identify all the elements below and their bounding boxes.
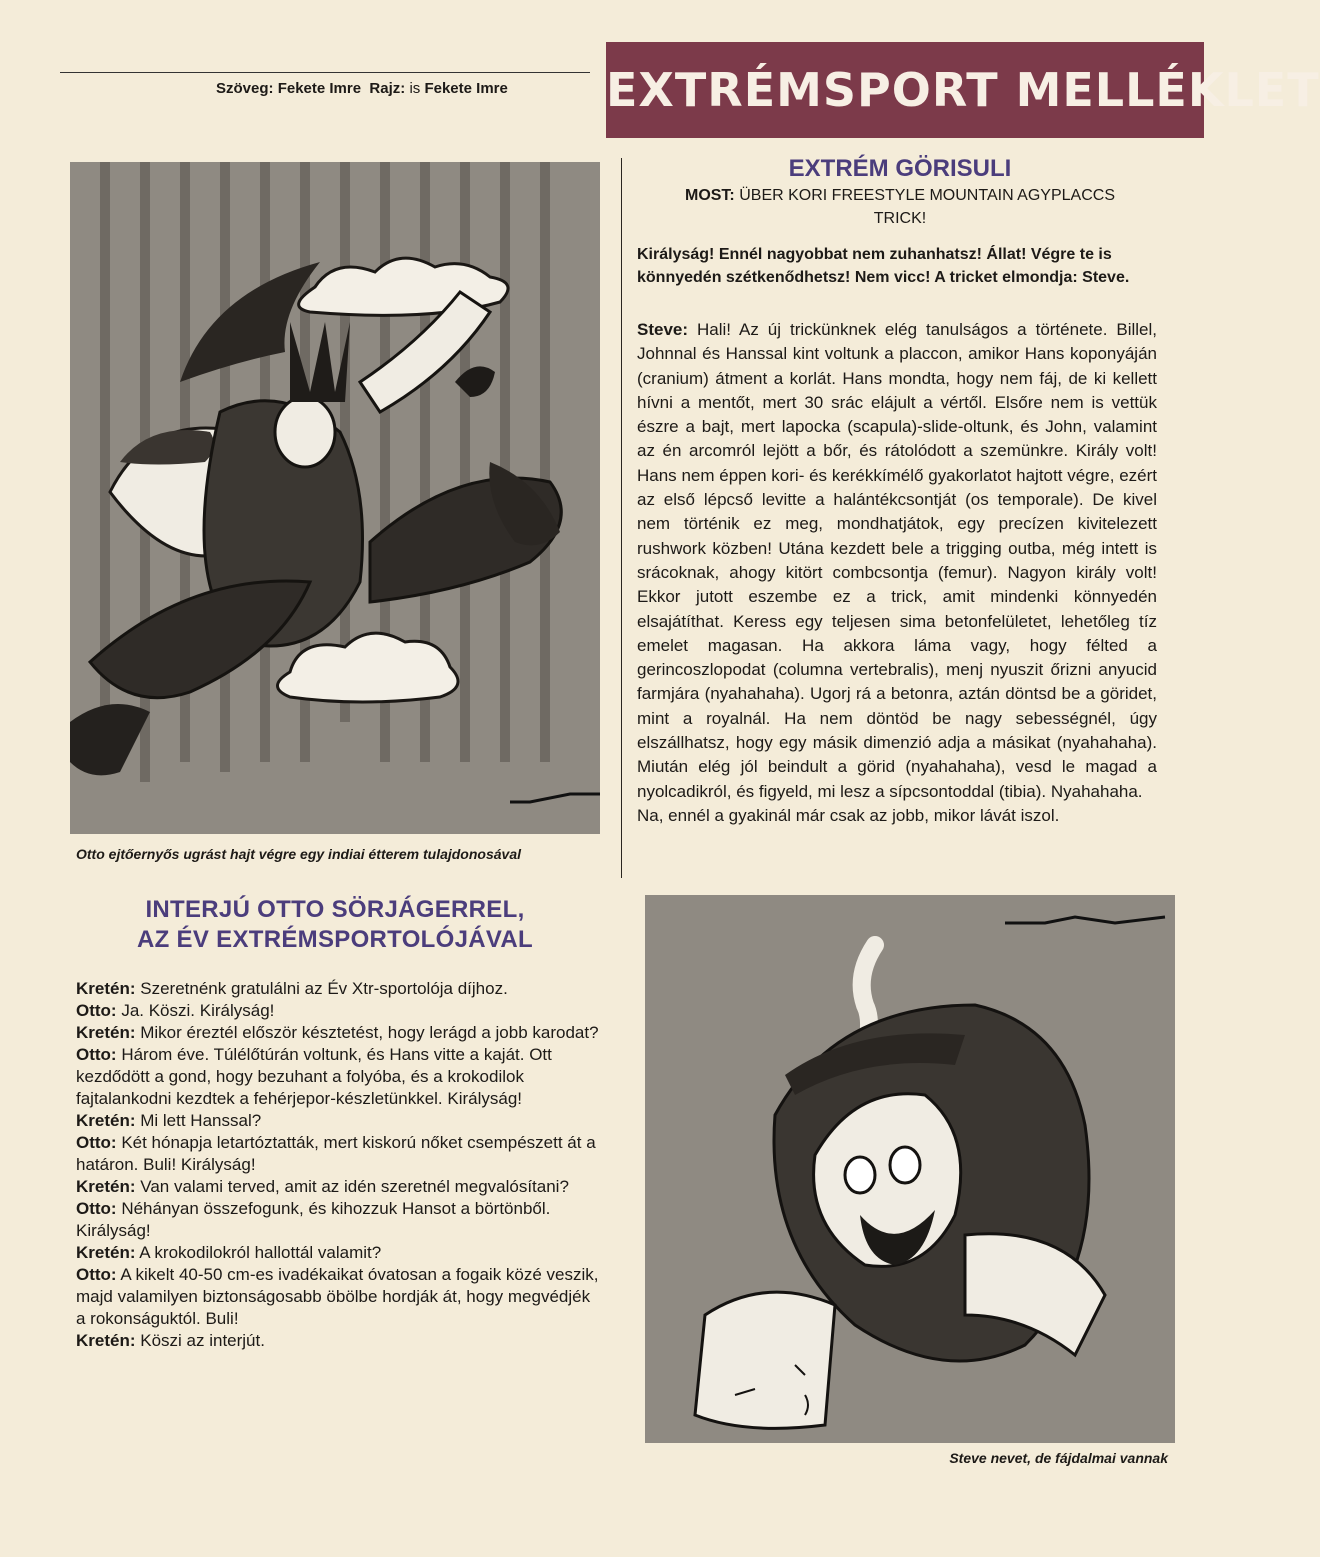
lesson-subtitle-text: ÜBER KORI FREESTYLE MOUNTAIN AGYPLACCS TRICK! <box>734 187 1115 227</box>
interview-answer: A kikelt 40-50 cm-es ivadékaikat óvatosan a fogaik közé veszik, majd valamilyen biztonságosabb öbölbe hordják át, hogy megvédjék a rokonságuktól. Buli! <box>76 1265 599 1328</box>
interview-answer: Mi lett Hanssal? <box>135 1111 262 1130</box>
interview-speaker: Kretén: <box>76 1023 136 1042</box>
lesson-lead: Királyság! Ennél nagyobbat nem zuhanhatsz! Állat! Végre te is könnyedén szétkenődhetsz! Nem vicc! A tricket elmondja: Steve. <box>637 246 1130 286</box>
interview-line <box>76 1242 601 1264</box>
lesson-subtitle-label: MOST: <box>684 187 735 204</box>
interview-line <box>76 1044 601 1110</box>
laughing-skater-cartoon <box>645 895 1175 1443</box>
interview-text <box>76 978 601 1352</box>
lesson-body <box>637 318 1157 828</box>
interview-title <box>70 895 600 955</box>
interview-speaker: Kretén: <box>76 1177 136 1196</box>
text-credit-label: Szöveg: <box>216 80 274 97</box>
interview-line <box>76 1176 601 1198</box>
interview-answer: Három éve. Túlélőtúrán voltunk, és Hans vitte a kaját. Ott kezdődött a gond, hogy bezuhant a folyóba, és a krokodilok fajtalankodni kezdtek a fehérjepor-készletünkkel. Királyság! <box>76 1045 552 1108</box>
lesson-title: EXTRÉM GÖRISULI <box>788 155 1012 182</box>
cartoon-2-caption: Steve nevet, de fájdalmai vannak <box>949 1450 1168 1466</box>
lesson-closing: Na, ennél a gyakinál már csak az jobb, mikor lávát iszol. <box>637 805 1060 825</box>
interview-line <box>76 1110 601 1132</box>
skydiving-cartoon <box>70 162 600 834</box>
cartoon-1-caption: Otto ejtőernyős ugrást hajt végre egy indiai étterem tulajdonosával <box>76 846 521 862</box>
interview-speaker: Kretén: <box>76 1111 136 1130</box>
interview-speaker: Kretén: <box>76 979 136 998</box>
interview-answer: Néhányan összefogunk, és kihozzuk Hansot a börtönből. Királyság! <box>76 1199 551 1240</box>
interview-speaker: Otto: <box>76 1133 117 1152</box>
interview-speaker: Otto: <box>76 1265 117 1284</box>
interview-answer: Mikor éreztél először késztetést, hogy lerágd a jobb karodat? <box>135 1023 599 1042</box>
interview-line <box>76 1022 601 1044</box>
interview-title-line2: AZ ÉV EXTRÉMSPORTOLÓJÁVAL <box>137 926 533 953</box>
lesson-subtitle <box>660 184 1140 230</box>
interview-speaker: Kretén: <box>76 1243 136 1262</box>
credits-line <box>216 80 508 97</box>
interview-answer: Szeretnénk gratulálni az Év Xtr-sportolója díjhoz. <box>135 979 508 998</box>
interview-speaker: Otto: <box>76 1199 117 1218</box>
interview-line <box>76 1330 601 1352</box>
interview-speaker: Otto: <box>76 1001 117 1020</box>
interview-line <box>76 978 601 1000</box>
supplement-banner: EXTRÉMSPORT MELLÉKLET <box>606 42 1204 138</box>
text-credit-author: Fekete Imre <box>277 80 362 97</box>
drawing-credit-prefix: is <box>409 80 421 97</box>
interview-speaker: Kretén: <box>76 1331 136 1350</box>
interview-title-line1: INTERJÚ OTTO SÖRJÁGERREL, <box>145 896 525 923</box>
column-divider <box>621 158 622 878</box>
interview-line <box>76 1132 601 1176</box>
top-divider <box>60 72 590 73</box>
interview-line <box>76 1198 601 1242</box>
interview-speaker: Otto: <box>76 1045 117 1064</box>
interview-answer: Ja. Köszi. Királyság! <box>116 1001 275 1020</box>
lesson-body-text: Hali! Az új trickünknek elég tanulságos a története. Billel, Johnnal és Hanssal kint voltunk a placcon, amikor Hans koponyáján (cranium) átment a korlát. Hans mondta, hogy nem fáj, de ki kellett hívni a mentőt, mert 30 srác elájult a vértől. Elsőre nem is vettük észre a bajt, mert lapocka (scapula)-slide-oltunk, és John, valamint az én arcomról lejött a bőr, és rátolódott a szemünkre. Király volt! Hans nem éppen kori- és kerékkímélő gyakorlatot hajtott végre, ezért az első lépcső levitte a halántékcsontját (os temporale). De kivel nem történik ez meg, mondhatjátok, egy precízen kivitelezett rushwork közben! Utána kezdett bele a trigging outba, még intett is srácoknak, ahogy kitört combcsontja (femur). Nagyon király volt! Ekkor jutott eszembe ez a trick, amit mindenki könnyedén elsajátíthat. Keress egy teljesen sima betonfelületet, lehetőleg tíz emelet magasan. Ha akkora láma vagy, hogy félted a gerincoszlopodat (columna vertebralis), menj nyuszit őrizni anyucid farmjára (nyahahaha). Ugorj rá a betonra, aztán döntsd be a göridet, mint a royalnál. Ha nem döntöd be nagy sebességnél, úgy elszállhatsz, hogy egy másik dimenzió adja a másikat (nyahahaha). Miután elég jól beindult a görid (nyahahaha), vesd le magad a nyolcadikról, és figyeld, mi lesz a sípcsontoddal (tibia). Nyahahaha. <box>637 320 1157 801</box>
interview-line <box>76 1000 601 1022</box>
drawing-credit-author: Fekete Imre <box>424 80 508 97</box>
interview-answer: Két hónapja letartóztatták, mert kiskorú nőket csempészett át a határon. Buli! Királyság! <box>76 1133 596 1174</box>
interview-answer: Köszi az interjút. <box>135 1331 265 1350</box>
lesson-speaker: Steve: <box>637 320 689 339</box>
interview-answer: Van valami terved, amit az idén szeretnél megvalósítani? <box>135 1177 569 1196</box>
interview-line <box>76 1264 601 1330</box>
drawing-credit-label: Rajz: <box>369 80 406 97</box>
interview-answer: A krokodilokról hallottál valamit? <box>135 1243 382 1262</box>
